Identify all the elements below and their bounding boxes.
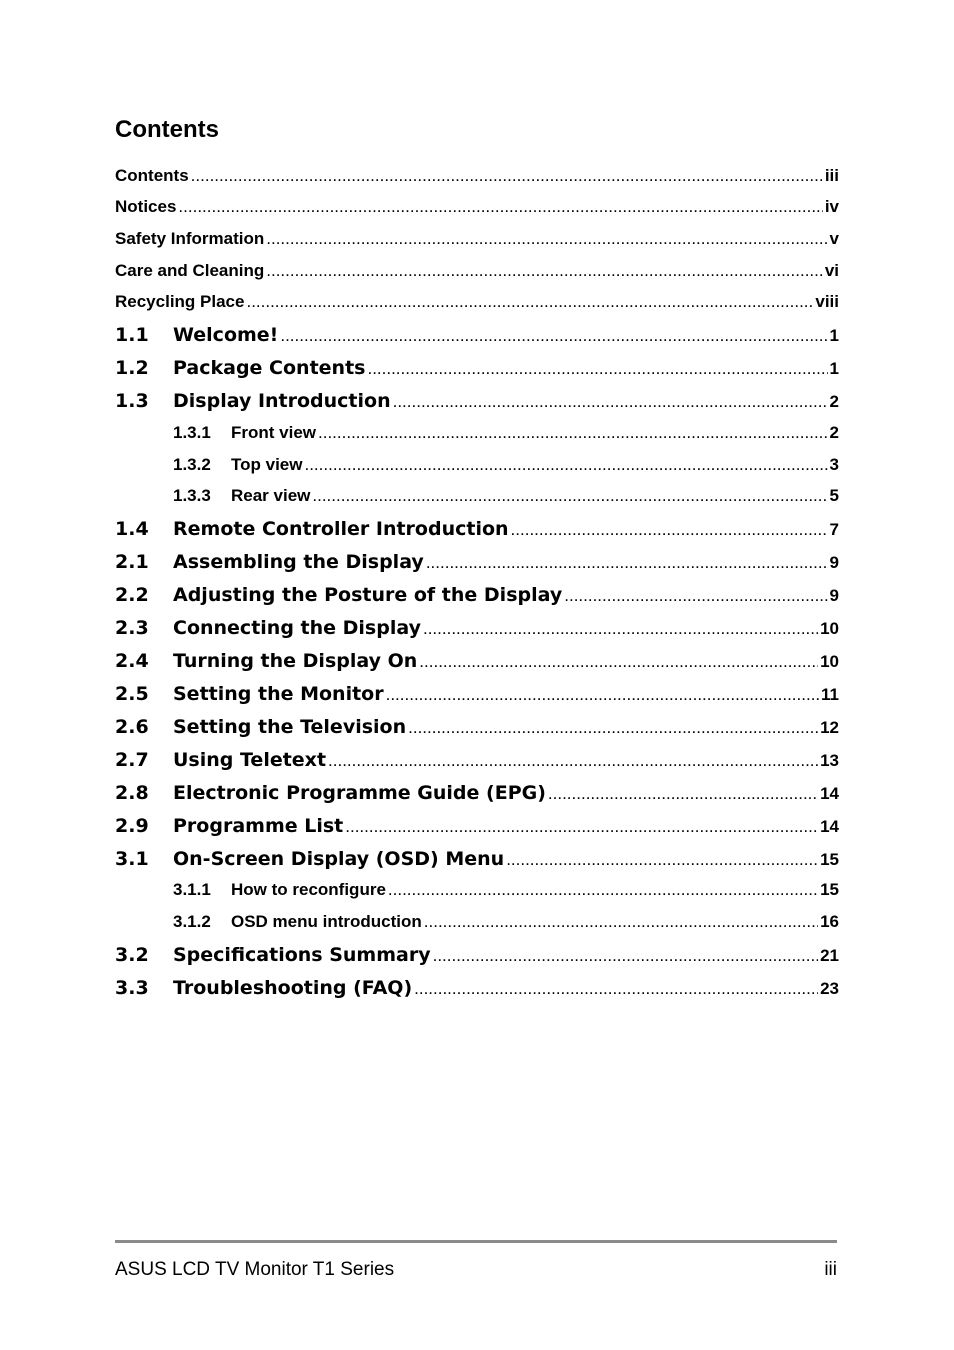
toc-entry[interactable]: [115, 716, 839, 738]
toc-entry-number: 3.1.2: [173, 912, 211, 931]
toc-entry-title: Care and Cleaning: [115, 261, 265, 280]
toc-entry-page-number: 1: [829, 359, 839, 378]
toc-dot-leader: [414, 979, 818, 999]
toc-entry-page-number: 10: [820, 619, 839, 638]
toc-entry[interactable]: [115, 880, 839, 900]
toc-entry-title: Specifications Summary: [173, 944, 431, 966]
toc-entry-number: 1.2: [115, 357, 149, 379]
toc-entry[interactable]: [115, 848, 839, 870]
toc-entry-title: Safety Information: [115, 229, 265, 248]
toc-entry-title: Remote Controller Introduction: [173, 518, 509, 540]
toc-entry-page-number: 7: [829, 520, 839, 539]
toc-entry[interactable]: [115, 944, 839, 966]
toc-entry-title: Turning the Display On: [173, 650, 418, 672]
toc-dot-leader: [318, 423, 828, 443]
toc-entry-number: 1.3: [115, 390, 149, 412]
toc-dot-leader: [426, 553, 828, 573]
toc-entry-page-number: iv: [824, 197, 839, 216]
toc-entry-number: 2.7: [115, 749, 149, 771]
toc-entry-title: Adjusting the Posture of the Display: [173, 584, 563, 606]
toc-entry-title: Welcome!: [173, 324, 279, 346]
toc-entry[interactable]: [115, 977, 839, 999]
toc-dot-leader: [280, 326, 827, 346]
toc-entry[interactable]: [115, 423, 839, 443]
toc-dot-leader: [304, 455, 827, 475]
toc-entry[interactable]: [115, 486, 839, 506]
toc-entry[interactable]: [115, 357, 839, 379]
toc-entry-title: Display Introduction: [173, 390, 391, 412]
toc-entry[interactable]: [115, 261, 839, 281]
footer-document-title: ASUS LCD TV Monitor T1 Series: [115, 1259, 395, 1280]
toc-dot-leader: [266, 261, 823, 281]
footer-divider: [115, 1240, 837, 1243]
toc-entry-page-number: v: [829, 229, 839, 248]
toc-entry[interactable]: [115, 650, 839, 672]
toc-entry-title: How to reconfigure: [231, 880, 386, 899]
toc-entry[interactable]: [115, 749, 839, 771]
toc-entry-page-number: 15: [820, 880, 839, 899]
toc-entry[interactable]: [115, 166, 839, 186]
toc-dot-leader: [393, 392, 828, 412]
toc-entry-title: Electronic Programme Guide (EPG): [173, 782, 546, 804]
toc-entry[interactable]: [115, 584, 839, 606]
toc-entry[interactable]: [115, 229, 839, 249]
toc-entry-page-number: 5: [829, 486, 839, 505]
toc-entry-page-number: iii: [824, 166, 839, 185]
toc-dot-leader: [191, 166, 823, 186]
toc-entry-title: Rear view: [231, 486, 311, 505]
toc-dot-leader: [433, 946, 818, 966]
toc-entry-page-number: vi: [824, 261, 839, 280]
toc-entry-number: 2.4: [115, 650, 149, 672]
toc-entry-number: 3.1.1: [173, 880, 211, 899]
toc-entry-title: Programme List: [173, 815, 344, 837]
toc-entry[interactable]: [115, 683, 839, 705]
toc-dot-leader: [564, 586, 827, 606]
toc-entry-page-number: 11: [821, 685, 839, 704]
page-title: Contents: [115, 116, 219, 143]
toc-entry-number: 2.5: [115, 683, 149, 705]
toc-entry-title: OSD menu introduction: [231, 912, 422, 931]
toc-dot-leader: [367, 359, 827, 379]
toc-dot-leader: [386, 685, 819, 705]
toc-entry-page-number: 12: [820, 718, 839, 737]
toc-entry-page-number: 2: [829, 392, 839, 411]
toc-entry[interactable]: [115, 390, 839, 412]
toc-entry[interactable]: [115, 324, 839, 346]
toc-entry-page-number: viii: [815, 292, 839, 311]
toc-entry-title: Notices: [115, 197, 177, 216]
toc-entry-page-number: 3: [829, 455, 839, 474]
toc-entry[interactable]: [115, 518, 839, 540]
toc-entry[interactable]: [115, 782, 839, 804]
toc-entry-number: 2.2: [115, 584, 149, 606]
toc-entry[interactable]: [115, 455, 839, 475]
toc-entry-number: 2.8: [115, 782, 149, 804]
toc-entry-page-number: 14: [820, 784, 839, 803]
toc-entry-number: 1.3.1: [173, 423, 211, 442]
toc-entry-title: Front view: [231, 423, 317, 442]
toc-entry-number: 1.3.3: [173, 486, 211, 505]
toc-entry[interactable]: [115, 912, 839, 932]
toc-entry-title: Troubleshooting (FAQ): [173, 977, 413, 999]
toc-entry[interactable]: [115, 617, 839, 639]
toc-entry-page-number: 1: [829, 326, 839, 345]
toc-entry-page-number: 21: [820, 946, 839, 965]
toc-dot-leader: [246, 292, 813, 312]
toc-dot-leader: [424, 912, 818, 932]
toc-entry-title: Setting the Monitor: [173, 683, 384, 705]
toc-entry-title: Using Teletext: [173, 749, 327, 771]
toc-entry-page-number: 23: [820, 979, 839, 998]
toc-entry-title: Contents: [115, 166, 189, 185]
toc-entry-title: Package Contents: [173, 357, 366, 379]
toc-dot-leader: [423, 619, 818, 639]
toc-dot-leader: [345, 817, 818, 837]
toc-dot-leader: [388, 880, 818, 900]
toc-entry-page-number: 13: [820, 751, 839, 770]
toc-entry[interactable]: [115, 815, 839, 837]
toc-entry-title: Recycling Place: [115, 292, 245, 311]
toc-entry-number: 1.4: [115, 518, 149, 540]
toc-entry[interactable]: [115, 551, 839, 573]
toc-entry-title: On-Screen Display (OSD) Menu: [173, 848, 505, 870]
toc-entry-page-number: 9: [829, 586, 839, 605]
toc-entry-page-number: 16: [820, 912, 839, 931]
toc-dot-leader: [408, 718, 818, 738]
toc-entry-number: 3.1: [115, 848, 149, 870]
toc-entry-number: 1.1: [115, 324, 149, 346]
toc-entry-title: Top view: [231, 455, 303, 474]
toc-entry[interactable]: [115, 197, 839, 217]
toc-dot-leader: [511, 520, 828, 540]
toc-entry-number: 3.2: [115, 944, 149, 966]
toc-entry-page-number: 10: [820, 652, 839, 671]
toc-dot-leader: [266, 229, 827, 249]
toc-entry[interactable]: [115, 292, 839, 312]
toc-entry-number: 1.3.2: [173, 455, 211, 474]
toc-entry-number: 2.6: [115, 716, 149, 738]
toc-entry-page-number: 14: [820, 817, 839, 836]
toc-entry-number: 3.3: [115, 977, 149, 999]
toc-entry-number: 2.1: [115, 551, 149, 573]
toc-entry-number: 2.3: [115, 617, 149, 639]
toc-dot-leader: [312, 486, 827, 506]
toc-dot-leader: [178, 197, 822, 217]
toc-entry-page-number: 15: [820, 850, 839, 869]
footer-page-number: iii: [824, 1259, 837, 1280]
toc-entry-title: Assembling the Display: [173, 551, 424, 573]
toc-entry-number: 2.9: [115, 815, 149, 837]
toc-dot-leader: [506, 850, 818, 870]
toc-dot-leader: [328, 751, 818, 771]
toc-entry-page-number: 9: [829, 553, 839, 572]
toc-entry-title: Connecting the Display: [173, 617, 421, 639]
toc-dot-leader: [419, 652, 818, 672]
toc-entry-page-number: 2: [829, 423, 839, 442]
toc-entry-title: Setting the Television: [173, 716, 407, 738]
toc-dot-leader: [548, 784, 818, 804]
